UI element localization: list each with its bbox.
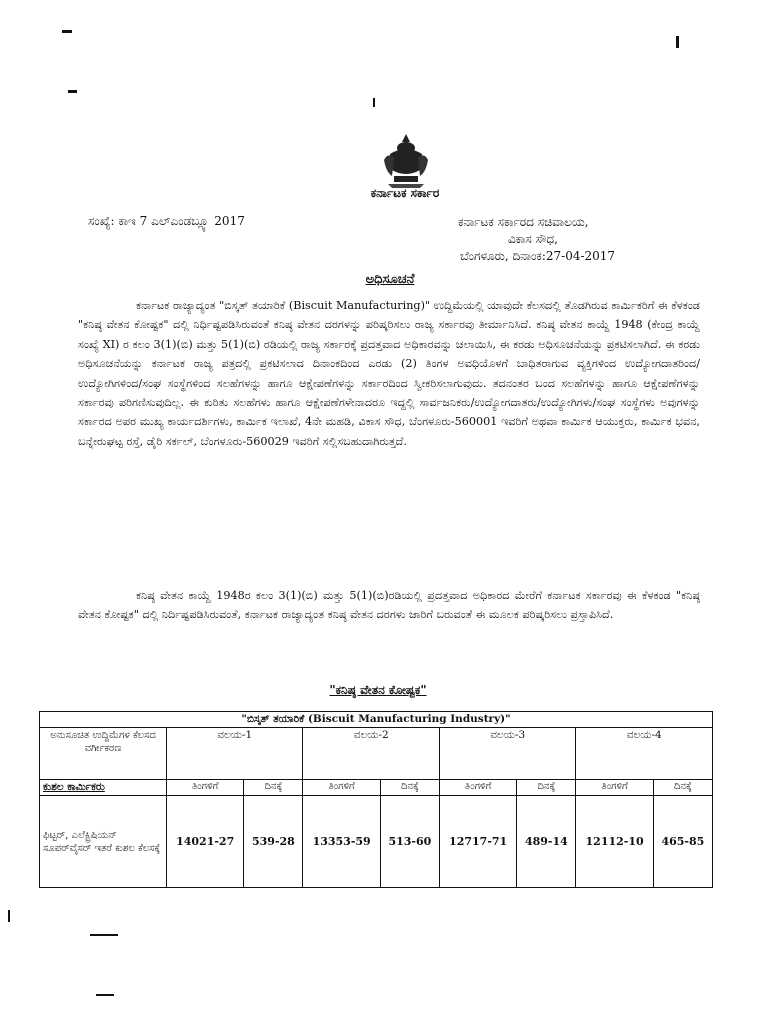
zone-3-daily: 489-14 — [517, 796, 576, 888]
scan-mark — [96, 994, 114, 996]
industry-header: "ಬಿಸ್ಕತ್ ತಯಾರಿಕೆ (Biscuit Manufacturing Industry)" — [40, 712, 713, 728]
table-title: "ಕನಿಷ್ಠ ವೇತನ ಕೋಷ್ಟಕ" — [329, 683, 427, 697]
daily-label: ದಿನಕ್ಕೆ — [653, 780, 712, 796]
monthly-label: ತಿಂಗಳಿಗೆ — [576, 780, 653, 796]
table-row — [40, 796, 713, 888]
zone-4-monthly: 12112-10 — [576, 796, 653, 888]
zone-3-monthly: 12717-71 — [439, 796, 516, 888]
address-block — [458, 214, 615, 265]
monthly-label: ತಿಂಗಳಿಗೆ — [439, 780, 516, 796]
scan-mark — [68, 90, 77, 93]
paragraph-2: ಕನಿಷ್ಠ ವೇತನ ಕಾಯ್ದೆ 1948ರ ಕಲಂ 3(1)(ಬಿ) ಮತ್ತು 5(1)(ಬಿ)ರಡಿಯಲ್ಲಿ ಪ್ರದತ್ತವಾದ ಅಧಿಕಾರದ ಮೇರೆಗೆ ಕರ್ನಾಟಕ ಸರ್ಕಾರವು ಈ ಕೆಳಕಂಡ "ಕನಿಷ್ಠ ವೇತನ ಕೋಷ್ಟಕ" ದಲ್ಲಿ ನಿರ್ದಿಷ್ಟಪಡಿಸಿರುವಂತೆ, ಕರ್ನಾಟಕ ರಾಜ್ಯಾದ್ಯಂತ ಕನಿಷ್ಠ ವೇತನ ದರಗಳು ಜಾರಿಗೆ ಬರುವಂತೆ ಈ ಮೂಲಕ ಪರಿಷ್ಕರಿಸಲು ಪ್ರಸ್ತಾಪಿಸಿದೆ. — [78, 589, 700, 622]
zone-2-daily: 513-60 — [380, 796, 439, 888]
scan-mark — [676, 36, 679, 48]
daily-label: ದಿನಕ್ಕೆ — [380, 780, 439, 796]
category-header: ಅನುಸೂಚಿತ ಉದ್ದಿಮೆಗಳ ಕೆಲಸದ ವರ್ಗೀಕರಣ — [40, 728, 167, 780]
government-title: ಕರ್ನಾಟಕ ಸರ್ಕಾರ — [370, 186, 440, 200]
daily-label: ದಿನಕ್ಕೆ — [517, 780, 576, 796]
zone-2-header: ವಲಯ-2 — [303, 728, 439, 780]
scan-mark — [90, 934, 118, 936]
zone-3-header: ವಲಯ-3 — [439, 728, 575, 780]
zone-1-monthly: 14021-27 — [167, 796, 244, 888]
monthly-label: ತಿಂಗಳಿಗೆ — [303, 780, 380, 796]
zone-2-monthly: 13353-59 — [303, 796, 380, 888]
zone-4-header: ವಲಯ-4 — [576, 728, 713, 780]
table-row — [40, 728, 713, 780]
scan-mark — [62, 30, 72, 33]
address-line-1: ಕರ್ನಾಟಕ ಸರ್ಕಾರದ ಸಚಿವಾಲಯ, — [458, 215, 589, 229]
skilled-workers-label: ಕುಶಲ ಕಾರ್ಮಿಕರು — [40, 780, 167, 796]
address-line-2: ವಿಕಾಸ ಸೌಧ, — [508, 232, 558, 246]
scan-mark — [8, 910, 10, 922]
scan-mark — [373, 98, 375, 107]
row-category: ಫಿಟ್ಟರ್, ಎಲೆಕ್ಟ್ರಿಷಿಯನ್ ಸೂಪರ್‌ವೈಸರ್ ಇತರೆ ಕುಶಲ ಕೆಲಸಕ್ಕೆ — [40, 796, 167, 888]
paragraph-1: ಕರ್ನಾಟಕ ರಾಜ್ಯಾದ್ಯಂತ "ಬಿಸ್ಕತ್ ತಯಾರಿಕೆ (Biscuit Manufacturing)" ಉದ್ದಿಮೆಯಲ್ಲಿ ಯಾವುದೇ ಕೆಲಸದಲ್ಲಿ ತೊಡಗಿರುವ ಕಾರ್ಮಿಕರಿಗೆ ಈ ಕೆಳಕಂಡ "ಕನಿಷ್ಠ ವೇತನ ಕೋಷ್ಟಕ" ದಲ್ಲಿ ನಿರ್ಧಿಷ್ಟಪಡಿಸಿರುವಂತೆ ಕನಿಷ್ಠ ವೇತನ ದರಗಳನ್ನು ಪರಿಷ್ಕರಿಸಲು ರಾಜ್ಯ ಸರ್ಕಾರವು ತೀರ್ಮಾನಿಸಿದೆ. ಕನಿಷ್ಠ ವೇತನ ಕಾಯ್ದೆ 1948 (ಕೇಂದ್ರ ಕಾಯ್ದೆ ಸಂಖ್ಯೆ XI) ರ ಕಲಂ 3(1)(ಬಿ) ಮತ್ತು 5(1)(ಬಿ) ರಡಿಯಲ್ಲಿ ರಾಜ್ಯ ಸರ್ಕಾರಕ್ಕೆ ಪ್ರದತ್ತವಾದ ಅಧಿಕಾರವನ್ನು ಚಲಾಯಿಸಿ, ಈ ಕರಡು ಅಧಿಸೂಚನೆಯನ್ನು ಪ್ರಕಟಿಸಲಾಗಿದೆ. ಈ ಕರಡು ಅಧಿಸೂಚನೆಯನ್ನು ಕರ್ನಾಟಕ ರಾಜ್ಯ ಪತ್ರದಲ್ಲಿ ಪ್ರಕಟಿಸಲಾದ ದಿನಾಂಕದಿಂದ ಎರಡು (2) ತಿಂಗಳ ಅವಧಿಯೊಳಗೆ ಬಾಧಿತರಾಗುವ ವ್ಯಕ್ತಿಗಳಿಂದ ಉದ್ಯೋಗದಾತರಿಂದ/ಉದ್ಯೋಗಿಗಳಿಂದ/ಸಂಘ ಸಂಸ್ಥೆಗಳಿಂದ ಸಲಹೆಗಳನ್ನು ಹಾಗೂ ಆಕ್ಷೇಪಣೆಗಳನ್ನು ಸರ್ಕಾರದಿಂದ ಸ್ವೀಕರಿಸಲಾಗುವುದು. ತದನಂತರ ಬಂದ ಸಲಹೆಗಳನ್ನು ಹಾಗೂ ಆಕ್ಷೇಪಣೆಗಳನ್ನು ಸರ್ಕಾರವು ಪರಿಗಣಿಸುವುದಿಲ್ಲ. ಈ ಕುರಿತು ಸಲಹೆಗಳು ಹಾಗೂ ಆಕ್ಷೇಪಣೆಗಳೇನಾದರೂ ಇದ್ದಲ್ಲಿ ಸಾರ್ವಜನಿಕರು/ಉದ್ಯೋಗದಾತರು/ಉದ್ಯೋಗಿಗಳು/ಸಂಘ ಸಂಸ್ಥೆಗಳು ಅವುಗಳನ್ನು ಸರ್ಕಾರದ ಅಪರ ಮುಖ್ಯ ಕಾರ್ಯದರ್ಶಿಗಳು, ಕಾರ್ಮಿಕ ಇಲಾಖೆ, 4ನೇ ಮಹಡಿ, ವಿಕಾಸ ಸೌಧ, ಬೆಂಗಳೂರು-560001 ಇವರಿಗೆ ಅಥವಾ ಕಾರ್ಮಿಕ ಆಯುಕ್ತರು, ಕಾರ್ಮಿಕ ಭವನ, ಬನ್ನೇರುಘಟ್ಟ ರಸ್ತೆ, ಡೈರಿ ಸರ್ಕಲ್, ಬೆಂಗಳೂರು-560029 ಇವರಿಗೆ ಸಲ್ಲಿಸಬಹುದಾಗಿರುತ್ತದೆ. — [78, 299, 700, 448]
daily-label: ದಿನಕ್ಕೆ — [244, 780, 303, 796]
table-row — [40, 780, 713, 796]
wage-table — [39, 711, 713, 888]
address-line-3: ಬೆಂಗಳೂರು, ದಿನಾಂಕ:27-04-2017 — [460, 249, 616, 263]
reference-number: ಸಂಖ್ಯೆ: ಕಾಇ 7 ಎಲ್‌ಎಂಡಬ್ಲ್ಯೂ 2017 — [88, 214, 245, 228]
zone-4-daily: 465-85 — [653, 796, 712, 888]
karnataka-emblem-icon — [380, 132, 432, 190]
notification-heading: ಅಧಿಸೂಚನೆ — [365, 272, 415, 287]
monthly-label: ತಿಂಗಳಿಗೆ — [167, 780, 244, 796]
zone-1-header: ವಲಯ-1 — [167, 728, 303, 780]
zone-1-daily: 539-28 — [244, 796, 303, 888]
table-row — [40, 712, 713, 728]
